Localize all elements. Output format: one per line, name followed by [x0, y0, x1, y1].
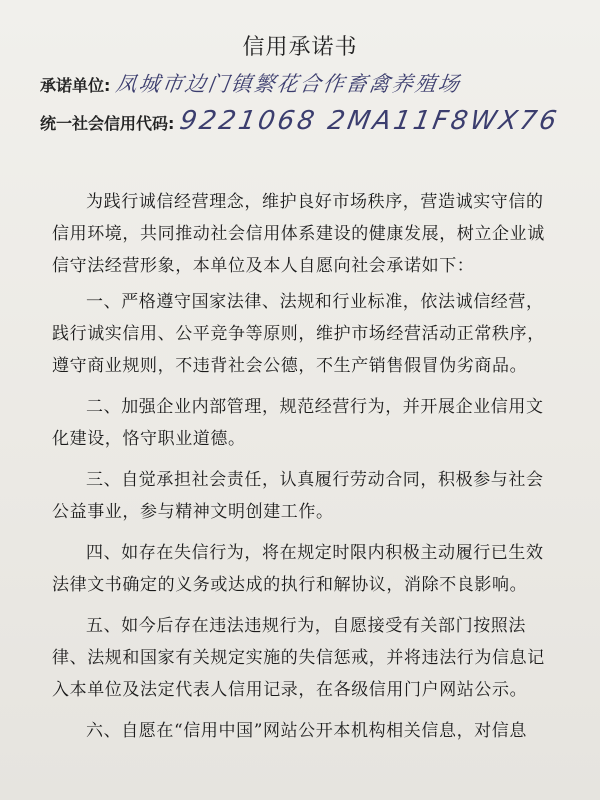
document-body [52, 186, 557, 756]
unit-name-handwritten: 凤城市边门镇繁花合作畜禽养殖场 [113, 72, 463, 96]
unit-field-row [40, 68, 461, 98]
paragraph-item-3: 三、自觉承担社会责任，认真履行劳动合同，积极参与社会公益事业，参与精神文明创建工作。 [52, 470, 544, 522]
paragraph-item-6: 六、自愿在“信用中国”网站公开本机构相关信息，对信息 [86, 721, 527, 741]
unit-label: 承诺单位: [40, 76, 111, 95]
credit-code-field-row [40, 106, 562, 136]
paragraph-item-1: 一、严格遵守国家法律、法规和行业标准，依法诚信经营，践行诚实信用、公平竞争等原则，维护市场经营活动正常秩序，遵守商业规则，不违背社会公德，不生产销售假冒伪劣商品。 [52, 292, 545, 376]
paragraph-intro: 为践行诚信经营理念，维护良好市场秩序，营造诚实守信的信用环境，共同推动社会信用体系建设的健康发展，树立企业诚信守法经营形象，本单位及本人自愿向社会承诺如下： [52, 192, 545, 276]
paragraph-item-5: 五、如今后存在违法违规行为，自愿接受有关部门按照法律、法规和国家有关规定实施的失信惩戒，并将违法行为信息记入本单位及法定代表人信用记录，在各级信用门户网站公示。 [52, 616, 545, 700]
paragraph-item-4: 四、如存在失信行为，将在规定时限内积极主动履行已生效法律文书确定的义务或达成的执行和解协议，消除不良影响。 [52, 543, 544, 595]
document-title: 信用承诺书 [242, 35, 358, 60]
credit-code-label: 统一社会信用代码: [40, 114, 175, 133]
credit-code-handwritten: 9221068 2MA11F8WX76 [176, 106, 562, 136]
paragraph-item-2: 二、加强企业内部管理，规范经营行为，并开展企业信用文化建设，恪守职业道德。 [52, 397, 544, 449]
